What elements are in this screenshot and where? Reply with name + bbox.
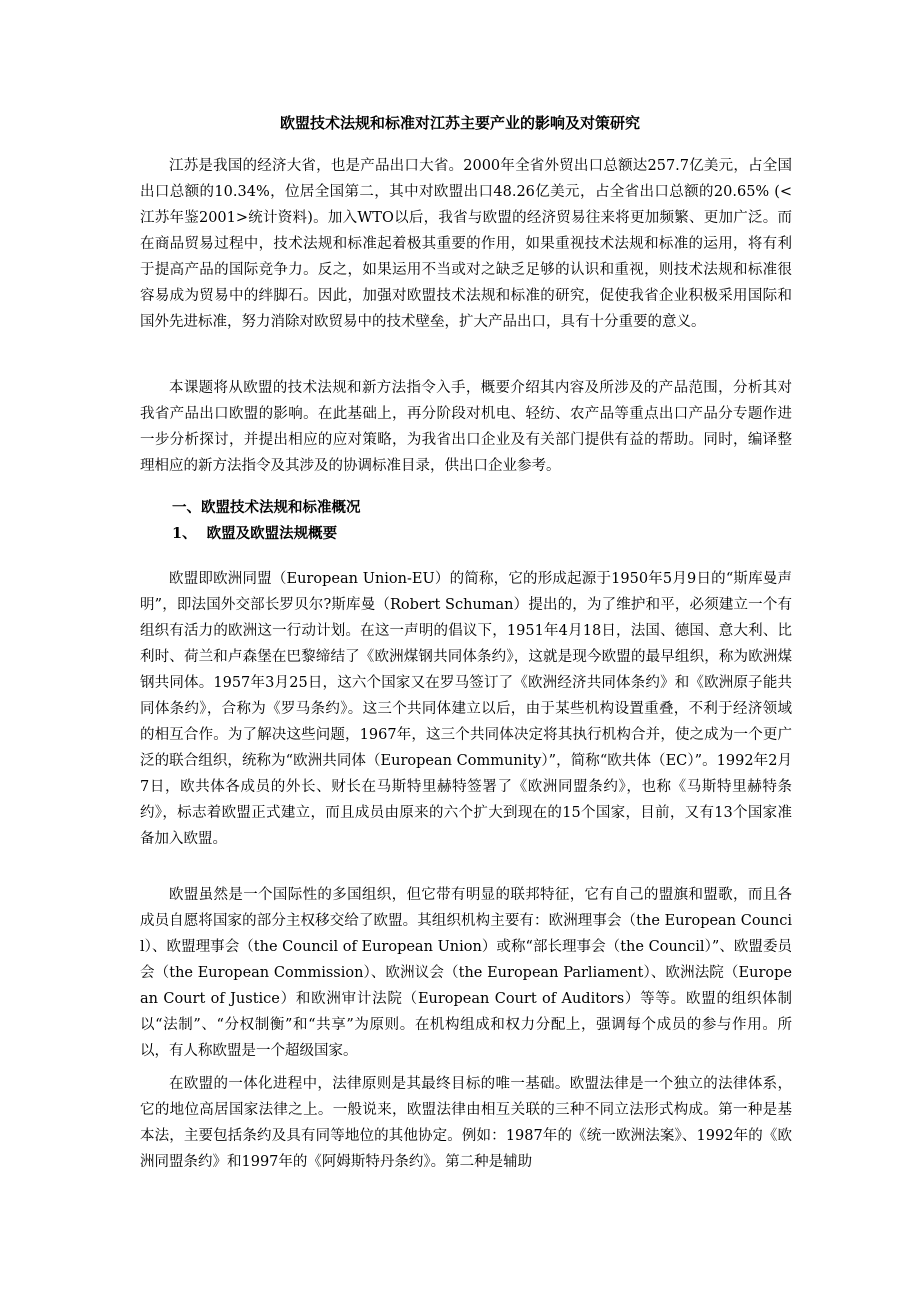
paragraph-eu-structure: 欧盟虽然是一个国际性的多国组织，但它带有明显的联邦特征，它有自己的盟旗和盟歌，而且各成员自愿将国家的部分主权移交给了欧盟。其组织机构主要有：欧洲理事会（the European Council）、欧盟理事会（the Council of European Union）或称“部长理事会（the Council）”、欧盟委员会（the European Commission）、欧洲议会（the European Parliament）、欧洲法院（European Court of Justice）和欧洲审计法院（European Court of Auditors）等等。欧盟的组织体制以“法制”、“分权制衡”和“共享”为原则。在机构组成和权力分配上，强调每个成员的参与作用。所以，有人称欧盟是一个超级国家。: [140, 887, 792, 1059]
paragraph-eu-history: 欧盟即欧洲同盟（European Union-EU）的简称，它的形成起源于1950年5月9日的“斯库曼声明”，即法国外交部长罗贝尔?斯库曼（Robert Schuman）提出的，为了维护和平，必须建立一个有组织有活力的欧洲这一行动计划。在这一声明的倡议下，1951年4月18日，法国、德国、意大利、比利时、荷兰和卢森堡在巴黎缔结了《欧洲煤钢共同体条约》，这就是现今欧盟的最早组织，称为欧洲煤钢共同体。1957年3月25日，这六个国家又在罗马签订了《欧洲经济共同体条约》和《欧洲原子能共同体条约》，合称为《罗马条约》。这三个共同体建立以后，由于某些机构设置重叠，不利于经济领域的相互合作。为了解决这些问题，1967年，这三个共同体决定将其执行机构合并，使之成为一个更广泛的联合组织，统称为“欧洲共同体（European Community）”，简称“欧共体（EC）”。1992年2月7日，欧共体各成员的外长、财长在马斯特里赫特签署了《欧洲同盟条约》，也称《马斯特里赫特条约》，标志着欧盟正式建立，而且成员由原来的六个扩大到现在的15个国家，目前，又有13个国家准备加入欧盟。: [140, 571, 792, 847]
paragraph-scope: 本课题将从欧盟的技术法规和新方法指令入手，概要介绍其内容及所涉及的产品范围，分析其对我省产品出口欧盟的影响。在此基础上，再分阶段对机电、轻纺、农产品等重点出口产品分专题作进一步分析探讨，并提出相应的应对策略，为我省出口企业及有关部门提供有益的帮助。同时，编译整理相应的新方法指令及其涉及的协调标准目录，供出口企业参考。: [140, 380, 792, 474]
document-title: 欧盟技术法规和标准对江苏主要产业的影响及对策研究: [279, 114, 640, 132]
subsection-heading-1-1: 1、 欧盟及欧盟法规概要: [172, 525, 338, 542]
paragraph-intro: 江苏是我国的经济大省，也是产品出口大省。2000年全省外贸出口总额达257.7亿美元，占全国出口总额的10.34%，位居全国第二，其中对欧盟出口48.26亿美元，占全省出口总额的20.65% (<江苏年鉴2001>统计资料)。加入WTO以后，我省与欧盟的经济贸易往来将更加频繁、更加广泛。而在商品贸易过程中，技术法规和标准起着极其重要的作用，如果重视技术法规和标准的运用，将有利于提高产品的国际竞争力。反之，如果运用不当或对之缺乏足够的认识和重视，则技术法规和标准很容易成为贸易中的绊脚石。因此，加强对欧盟技术法规和标准的研究，促使我省企业积极采用国际和国外先进标准，努力消除对欧贸易中的技术壁垒，扩大产品出口，具有十分重要的意义。: [140, 158, 792, 330]
paragraph-eu-law: 在欧盟的一体化进程中，法律原则是其最终目标的唯一基础。欧盟法律是一个独立的法律体系，它的地位高居国家法律之上。一般说来，欧盟法律由相互关联的三种不同立法形式构成。第一种是基本法，主要包括条约及具有同等地位的其他协定。例如：1987年的《统一欧洲法案》、1992年的《欧洲同盟条约》和1997年的《阿姆斯特丹条约》。第二种是辅助: [140, 1076, 792, 1170]
section-heading-1: 一、欧盟技术法规和标准概况: [172, 499, 361, 516]
